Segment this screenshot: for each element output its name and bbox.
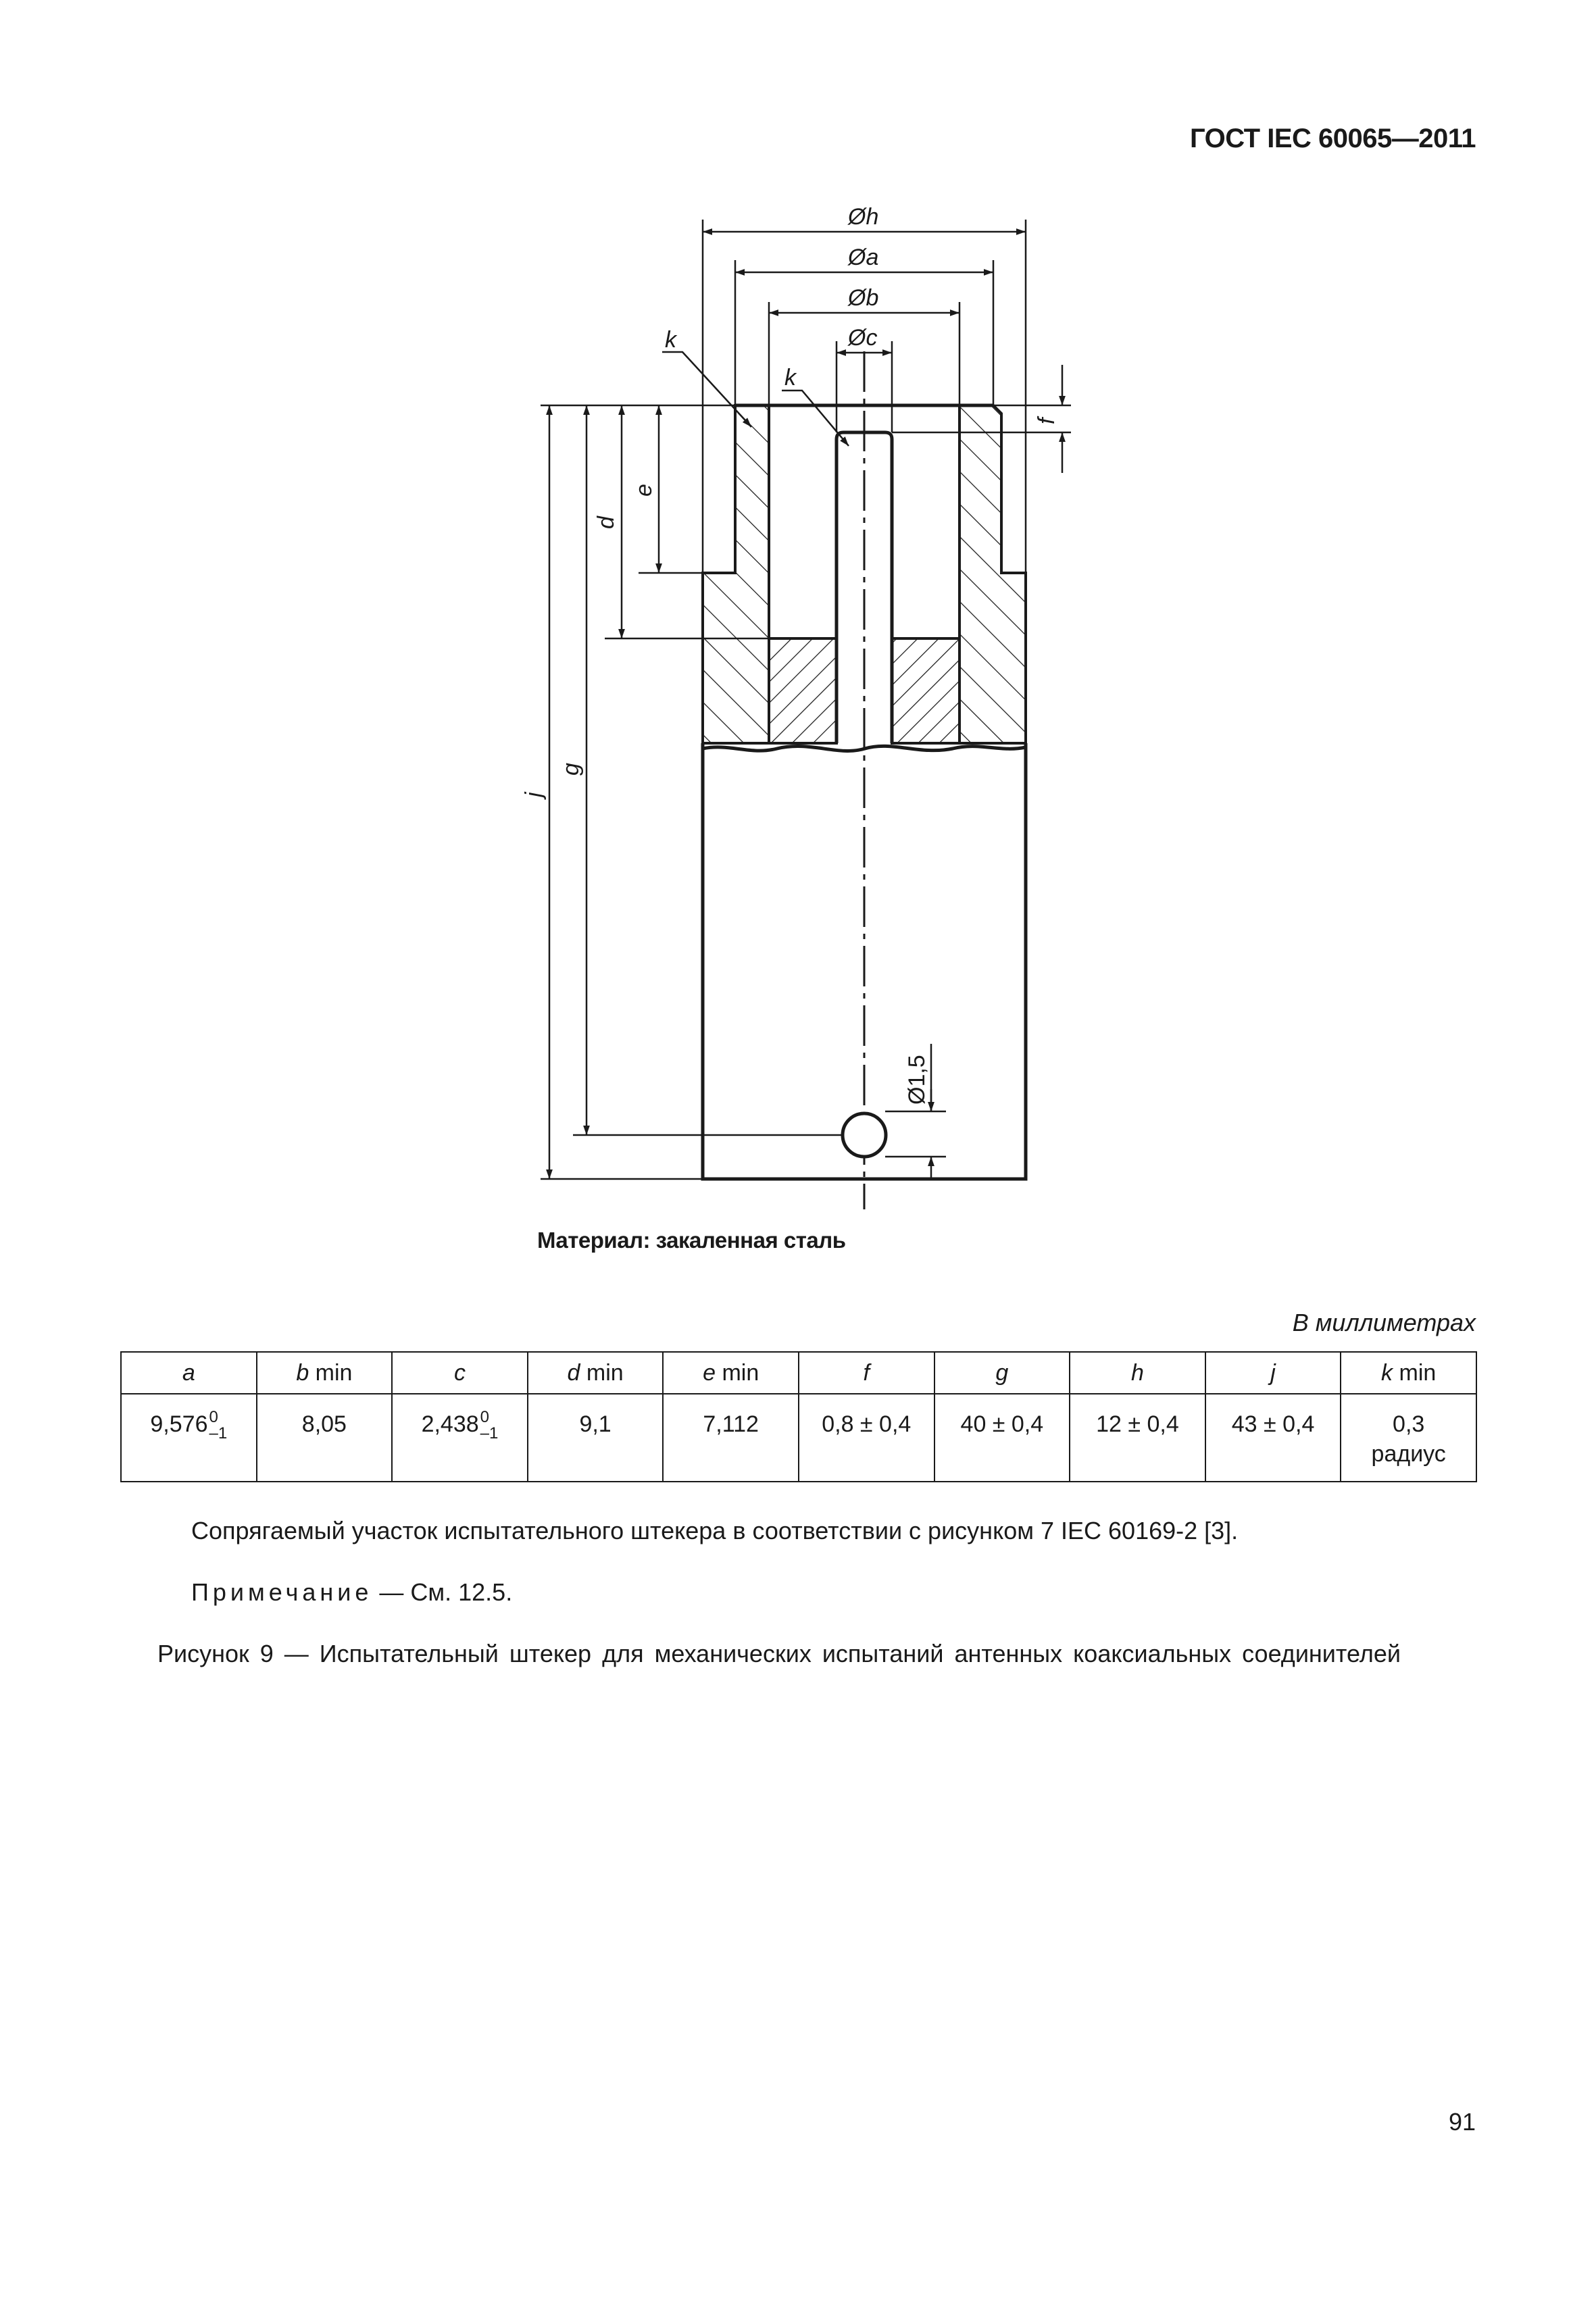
dim-label-a: Øa — [848, 245, 879, 270]
col-header-b: b min — [257, 1352, 393, 1394]
mating-text: Сопрягаемый участок испытательного штекера в соответствии с рисунком 7 IEC 60169-2 [3]. — [191, 1517, 1239, 1544]
cell-h: 12 ± 0,4 — [1070, 1394, 1205, 1482]
note-label: Примечание — [191, 1578, 373, 1606]
col-header-a: a — [121, 1352, 257, 1394]
col-header-e: e min — [663, 1352, 799, 1394]
table-value-row — [121, 1394, 1476, 1482]
dim-label-k-inner: k — [784, 365, 796, 391]
dim-label-c: Øc — [848, 325, 878, 351]
dim-label-e: e — [631, 484, 657, 497]
cross-hole — [843, 1113, 886, 1157]
cell-g: 40 ± 0,4 — [934, 1394, 1070, 1482]
col-header-c: c — [392, 1352, 528, 1394]
col-header-d: d min — [528, 1352, 664, 1394]
col-header-k: k min — [1341, 1352, 1476, 1394]
dim-label-k-outer: k — [665, 327, 676, 353]
dim-label-h: Øh — [848, 204, 879, 230]
cell-b: 8,05 — [257, 1394, 393, 1482]
dim-label-hole: Ø1,5 — [904, 1055, 930, 1105]
table-header-row — [121, 1352, 1476, 1394]
units-label: В миллиметрах — [1292, 1309, 1476, 1336]
cell-c: 2,438 0 –1 — [392, 1394, 528, 1482]
col-header-g: g — [934, 1352, 1070, 1394]
col-header-f: f — [799, 1352, 934, 1394]
cell-d: 9,1 — [528, 1394, 664, 1482]
note-text: — См. 12.5. — [372, 1578, 513, 1606]
col-header-h: h — [1070, 1352, 1205, 1394]
figure-caption: Рисунок 9 — Испытательный штекер для механических испытаний антенных коаксиальных соединителей — [157, 1640, 1401, 1667]
document-header: ГОСТ IEC 60065—2011 — [1190, 124, 1476, 153]
dim-label-g: g — [558, 763, 584, 776]
cell-e: 7,112 — [663, 1394, 799, 1482]
dim-label-d: d — [593, 516, 619, 529]
material-note: Материал: закаленная сталь — [537, 1228, 846, 1253]
cell-a: 9,576 0 –1 — [121, 1394, 257, 1482]
dim-label-j: j — [521, 792, 547, 797]
col-header-j: j — [1205, 1352, 1341, 1394]
dimensions-table — [120, 1351, 1477, 1482]
cell-j: 43 ± 0,4 — [1205, 1394, 1341, 1482]
page-number: 91 — [1448, 2108, 1476, 2136]
note — [191, 1578, 512, 1607]
cell-f: 0,8 ± 0,4 — [799, 1394, 934, 1482]
dim-label-f: f — [1034, 418, 1059, 424]
cell-k: 0,3 радиус — [1341, 1394, 1476, 1482]
dim-label-b: Øb — [848, 285, 879, 311]
sleeve-section — [703, 405, 1026, 743]
